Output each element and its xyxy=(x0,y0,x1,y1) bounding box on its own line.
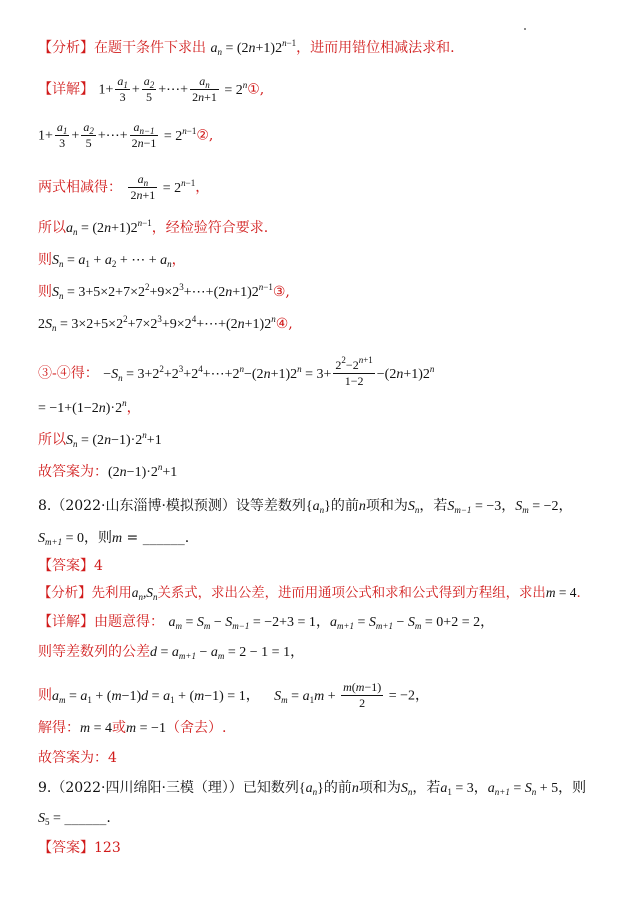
so2-text: 所以 xyxy=(38,432,66,448)
q8-answer-line xyxy=(38,556,622,576)
mark-1: ①, xyxy=(247,81,265,98)
q9-stem-line2: $S_5$ = ______. xyxy=(38,810,111,827)
then-2: 则 xyxy=(38,284,52,300)
q9-answer-line xyxy=(38,838,622,858)
q8-detail-tag: 【详解】 xyxy=(38,614,94,630)
q8-analysis-b: 关系式，求出公差，进而用通项公式和求和公式得到方程组，求出 xyxy=(157,586,546,601)
analysis-text-a: 在题干条件下求出 xyxy=(94,40,206,56)
so-sn-line: 所以$S_n = (2n-1)\cdot 2^n+1$ xyxy=(38,430,162,449)
q8-solve-text: 解得： xyxy=(38,720,80,736)
q8-final-text: 故答案为：4 xyxy=(38,750,117,766)
detail-tag: 【详解】 xyxy=(38,81,94,98)
q8-stem-f: ，则 xyxy=(83,530,112,546)
q9-stem-e: ， xyxy=(473,780,488,796)
q8-stem-line2: $S_{m+1} = 0$，则m = ______. xyxy=(38,530,190,547)
q8-solve: 解得：m = 4或m = −1（舍去）. xyxy=(38,720,227,736)
q9-stem-c: 项和为 xyxy=(358,780,401,796)
q9-stem-line1: 9.（2022·四川绵阳·三模（理））已知数列$\{a_n\}$的前n项和为$S_n$，若$a_1 = 3$，$a_{n+1} = S_n + 5$，则 xyxy=(38,780,587,797)
difference-line: ③-④得： $-S_n$ = $3+2^2+2^3+2^4+\cdots+2^n-(2n+1)2^n = 3+$ $\frac{2^2-2^{n+1}}{1-2}$ $-(2n+1)2^n$ xyxy=(38,355,435,388)
detail-eq2: 1+ $\frac{a_1}{3}$ + $\frac{a_2}{5}$ +⋯+ $\frac{a_{n-1}}{2n-1}$ = $2^{n-1}②$, xyxy=(38,120,214,150)
minus-label: ③-④得： xyxy=(38,365,99,382)
q8-equations: 则$a_m = a_1 + (m-1)d = a_1 + (m-1) = 1$， $S_m = a_1m$ + $\frac{m(m-1)}{2}$ = −2， xyxy=(38,680,429,710)
q8-answer-tag: 【答案】 xyxy=(38,558,94,574)
final-label: 故答案为： xyxy=(38,464,108,480)
q8-stem-c: 项和为 xyxy=(365,498,408,514)
q8-analysis-line: 【分析】先利用$a_n,S_n$关系式，求出公差，进而用通项公式和求和公式得到方程组，求出m = 4. xyxy=(38,585,581,602)
q8-common-diff: 则等差数列的公差$d = a_{m+1} - a_m = 2 - 1 = 1$， xyxy=(38,644,305,661)
so-text: 所以 xyxy=(38,220,66,236)
detail-eq1: 【详解】 1+ $\frac{a_1}{3}$ + $\frac{a_2}{5}$ +⋯+ $\frac{a_n}{2n+1}$ = $2^n①$, xyxy=(38,74,265,104)
simplify-line: = $-1+(1-2n)\cdot 2^n$， xyxy=(38,398,141,416)
q8-then: 则 xyxy=(38,687,52,704)
q8-stem-d: ，若 xyxy=(419,498,448,514)
eq3-line: 则$S_n$ = $3+5\times 2+7\times 2^2+9\times 2^3+\cdots+(2n+1)2^{n-1}③$, xyxy=(38,282,290,301)
mark-2: ②, xyxy=(196,127,214,144)
q8-analysis-tag: 【分析】 xyxy=(38,586,92,601)
subtract-text: 两式相减得： xyxy=(38,179,122,196)
q9-stem-f: ，则 xyxy=(558,780,587,796)
scan-dot xyxy=(524,28,526,30)
eq4-line: $2S_n$ = $3\times 2+5\times 2^2+7\times 2^3+9\times 2^4+\cdots+(2n+1)2^n④$, xyxy=(38,314,293,333)
q8-discard: （舍去）. xyxy=(165,720,227,736)
q8-blank: ______. xyxy=(142,530,190,546)
so-an-line: 所以$a_n = (2n+1)2^{n-1}$，经检验符合要求. xyxy=(38,218,269,237)
q8-analysis-a: 先利用 xyxy=(91,586,132,601)
q9-blank: ______. xyxy=(64,810,111,826)
check-text: ，经检验符合要求. xyxy=(151,220,269,236)
analysis-tag: 【分析】 xyxy=(38,40,94,56)
q8-final xyxy=(38,748,622,768)
q9-stem-a: 已知数列 xyxy=(242,780,299,796)
q8-stem-line1: 8.（2022·山东淄博·模拟预测）设等差数列$\{a_n\}$的前n项和为$S_n$，若$S_{m-1} = -3$，$S_m = -2$， xyxy=(38,498,573,515)
q8-source: （2022·山东淄博·模拟预测） xyxy=(51,498,236,514)
q9-source: （2022·四川绵阳·三模（理）） xyxy=(51,780,243,796)
q9-stem-d: ，若 xyxy=(412,780,441,796)
q8-stem-b: 的前 xyxy=(330,498,359,514)
subtract-line: 两式相减得： $\frac{a_n}{2n+1}$ = $2^{n-1}$， xyxy=(38,172,210,202)
analysis-text-b: ，进而用错位相减法求和. xyxy=(296,40,455,56)
formula-an: $a_n = (2n+1)2^{n-1}$ xyxy=(210,38,297,57)
q9-answer-tag: 【答案】 xyxy=(38,840,94,856)
sn-definition: 则$S_n = a_1 + a_2$ + ⋯ + $a_n$， xyxy=(38,252,186,269)
final-answer-7: 故答案为：$(2n-1)\cdot 2^n+1$ xyxy=(38,462,178,480)
q9-stem-b: 的前 xyxy=(323,780,352,796)
q8-common-diff-text: 则等差数列的公差 xyxy=(38,644,150,660)
q8-detail-line: 【详解】由题意得： $a_m = S_m - S_{m-1} = -2+3 = 1$，$a_{m+1} = S_{m+1} - S_m = 0+2 = 2$， xyxy=(38,614,495,631)
q8-detail-a: 由题意得： xyxy=(94,614,164,630)
analysis-line-1 xyxy=(38,38,622,59)
q8-stem-e: ， xyxy=(501,498,516,514)
q8-or: 或 xyxy=(112,720,127,736)
q8-answer-value: 4 xyxy=(94,558,103,574)
q9-number: 9. xyxy=(38,780,52,796)
q8-number: 8. xyxy=(38,498,52,514)
mark-4: ④, xyxy=(275,316,293,332)
then-1: 则 xyxy=(38,252,52,268)
mark-3: ③, xyxy=(272,284,290,300)
q9-answer-value: 123 xyxy=(94,840,121,856)
q8-stem-a: 设等差数列 xyxy=(235,498,306,514)
